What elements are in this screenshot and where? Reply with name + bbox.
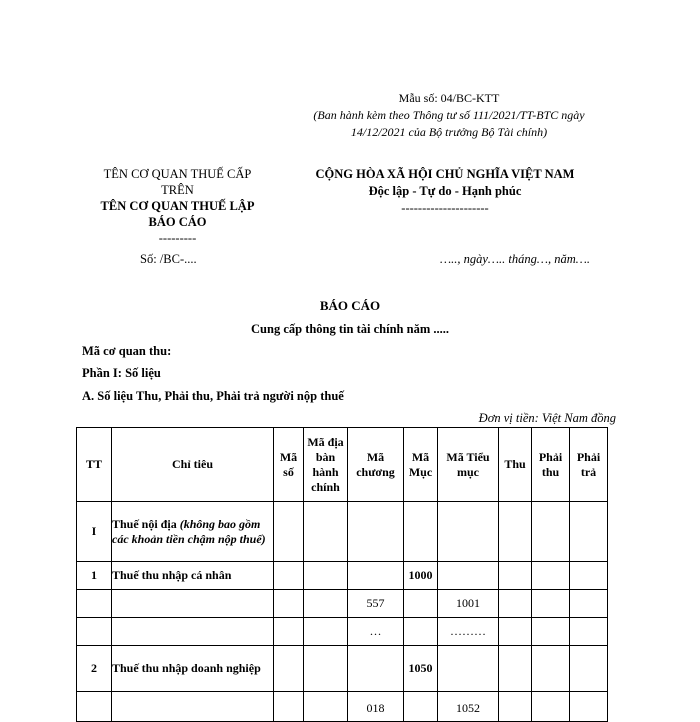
report-subtitle: Cung cấp thông tin tài chính năm .....: [251, 322, 449, 336]
national-motto: Độc lập - Tự do - Hạnh phúc: [368, 184, 522, 198]
form-number-block: [290, 90, 608, 141]
col-header-ma-so: Mã số: [274, 428, 304, 502]
col-header-ma-tieu-muc: Mã Tiểu mục: [438, 428, 499, 502]
currency-unit: Đơn vị tiền: Việt Nam đồng: [478, 411, 616, 425]
national-title: CỘNG HÒA XÃ HỘI CHỦ NGHĨA VIỆT NAM: [315, 167, 575, 181]
col-header-phai-tra: Phải trả: [570, 428, 608, 502]
table-row: I Thuế nội địa (không bao gồm các khoản tiền chậm nộp thuế): [77, 502, 608, 562]
agency-divider: ---------: [158, 231, 197, 245]
col-header-chi-tieu: Chỉ tiêu: [112, 428, 274, 502]
document-date: ….., ngày….. tháng…, năm….: [440, 252, 591, 266]
table-row: 1 Thuế thu nhập cá nhân 1000: [77, 562, 608, 590]
national-header: [295, 166, 595, 217]
issued-note-line1: (Ban hành kèm theo Thông tư số 111/2021/TT-BTC ngày: [313, 108, 585, 122]
national-divider: ---------------------: [401, 201, 489, 215]
form-number: Mẫu số: 04/BC-KTT: [398, 91, 500, 105]
table-row: … ………: [77, 618, 608, 646]
data-table: [76, 427, 608, 722]
col-header-phai-thu: Phải thu: [532, 428, 570, 502]
issued-note-line2: 14/12/2021 của Bộ trưởng Bộ Tài chính): [350, 125, 548, 139]
parent-agency-line2: TRÊN: [161, 183, 194, 197]
table-header-row: [77, 428, 608, 502]
parent-agency-line1: TÊN CƠ QUAN THUẾ CẤP: [103, 167, 252, 181]
col-header-ma-chuong: Mã chương: [348, 428, 404, 502]
agency-code-label: Mã cơ quan thu:: [82, 344, 172, 358]
table-row: 557 1001: [77, 590, 608, 618]
part-one-heading: Phần I: Số liệu: [82, 366, 161, 380]
section-a-heading: A. Số liệu Thu, Phải thu, Phải trả người nộp thuế: [82, 389, 344, 403]
col-header-tt: TT: [77, 428, 112, 502]
report-title: BÁO CÁO: [319, 298, 381, 313]
col-header-ma-muc: Mã Mục: [404, 428, 438, 502]
document-number: Số: /BC-....: [140, 252, 197, 266]
col-header-thu: Thu: [499, 428, 532, 502]
reporting-agency-line1: TÊN CƠ QUAN THUẾ LẬP: [100, 199, 255, 213]
issuing-agency-header: [80, 166, 275, 246]
reporting-agency-line2: BÁO CÁO: [148, 215, 207, 229]
table-row: 018 1052: [77, 692, 608, 722]
col-header-ma-dia-ban: Mã địa bàn hành chính: [304, 428, 348, 502]
table-row: 2 Thuế thu nhập doanh nghiệp 1050: [77, 646, 608, 692]
